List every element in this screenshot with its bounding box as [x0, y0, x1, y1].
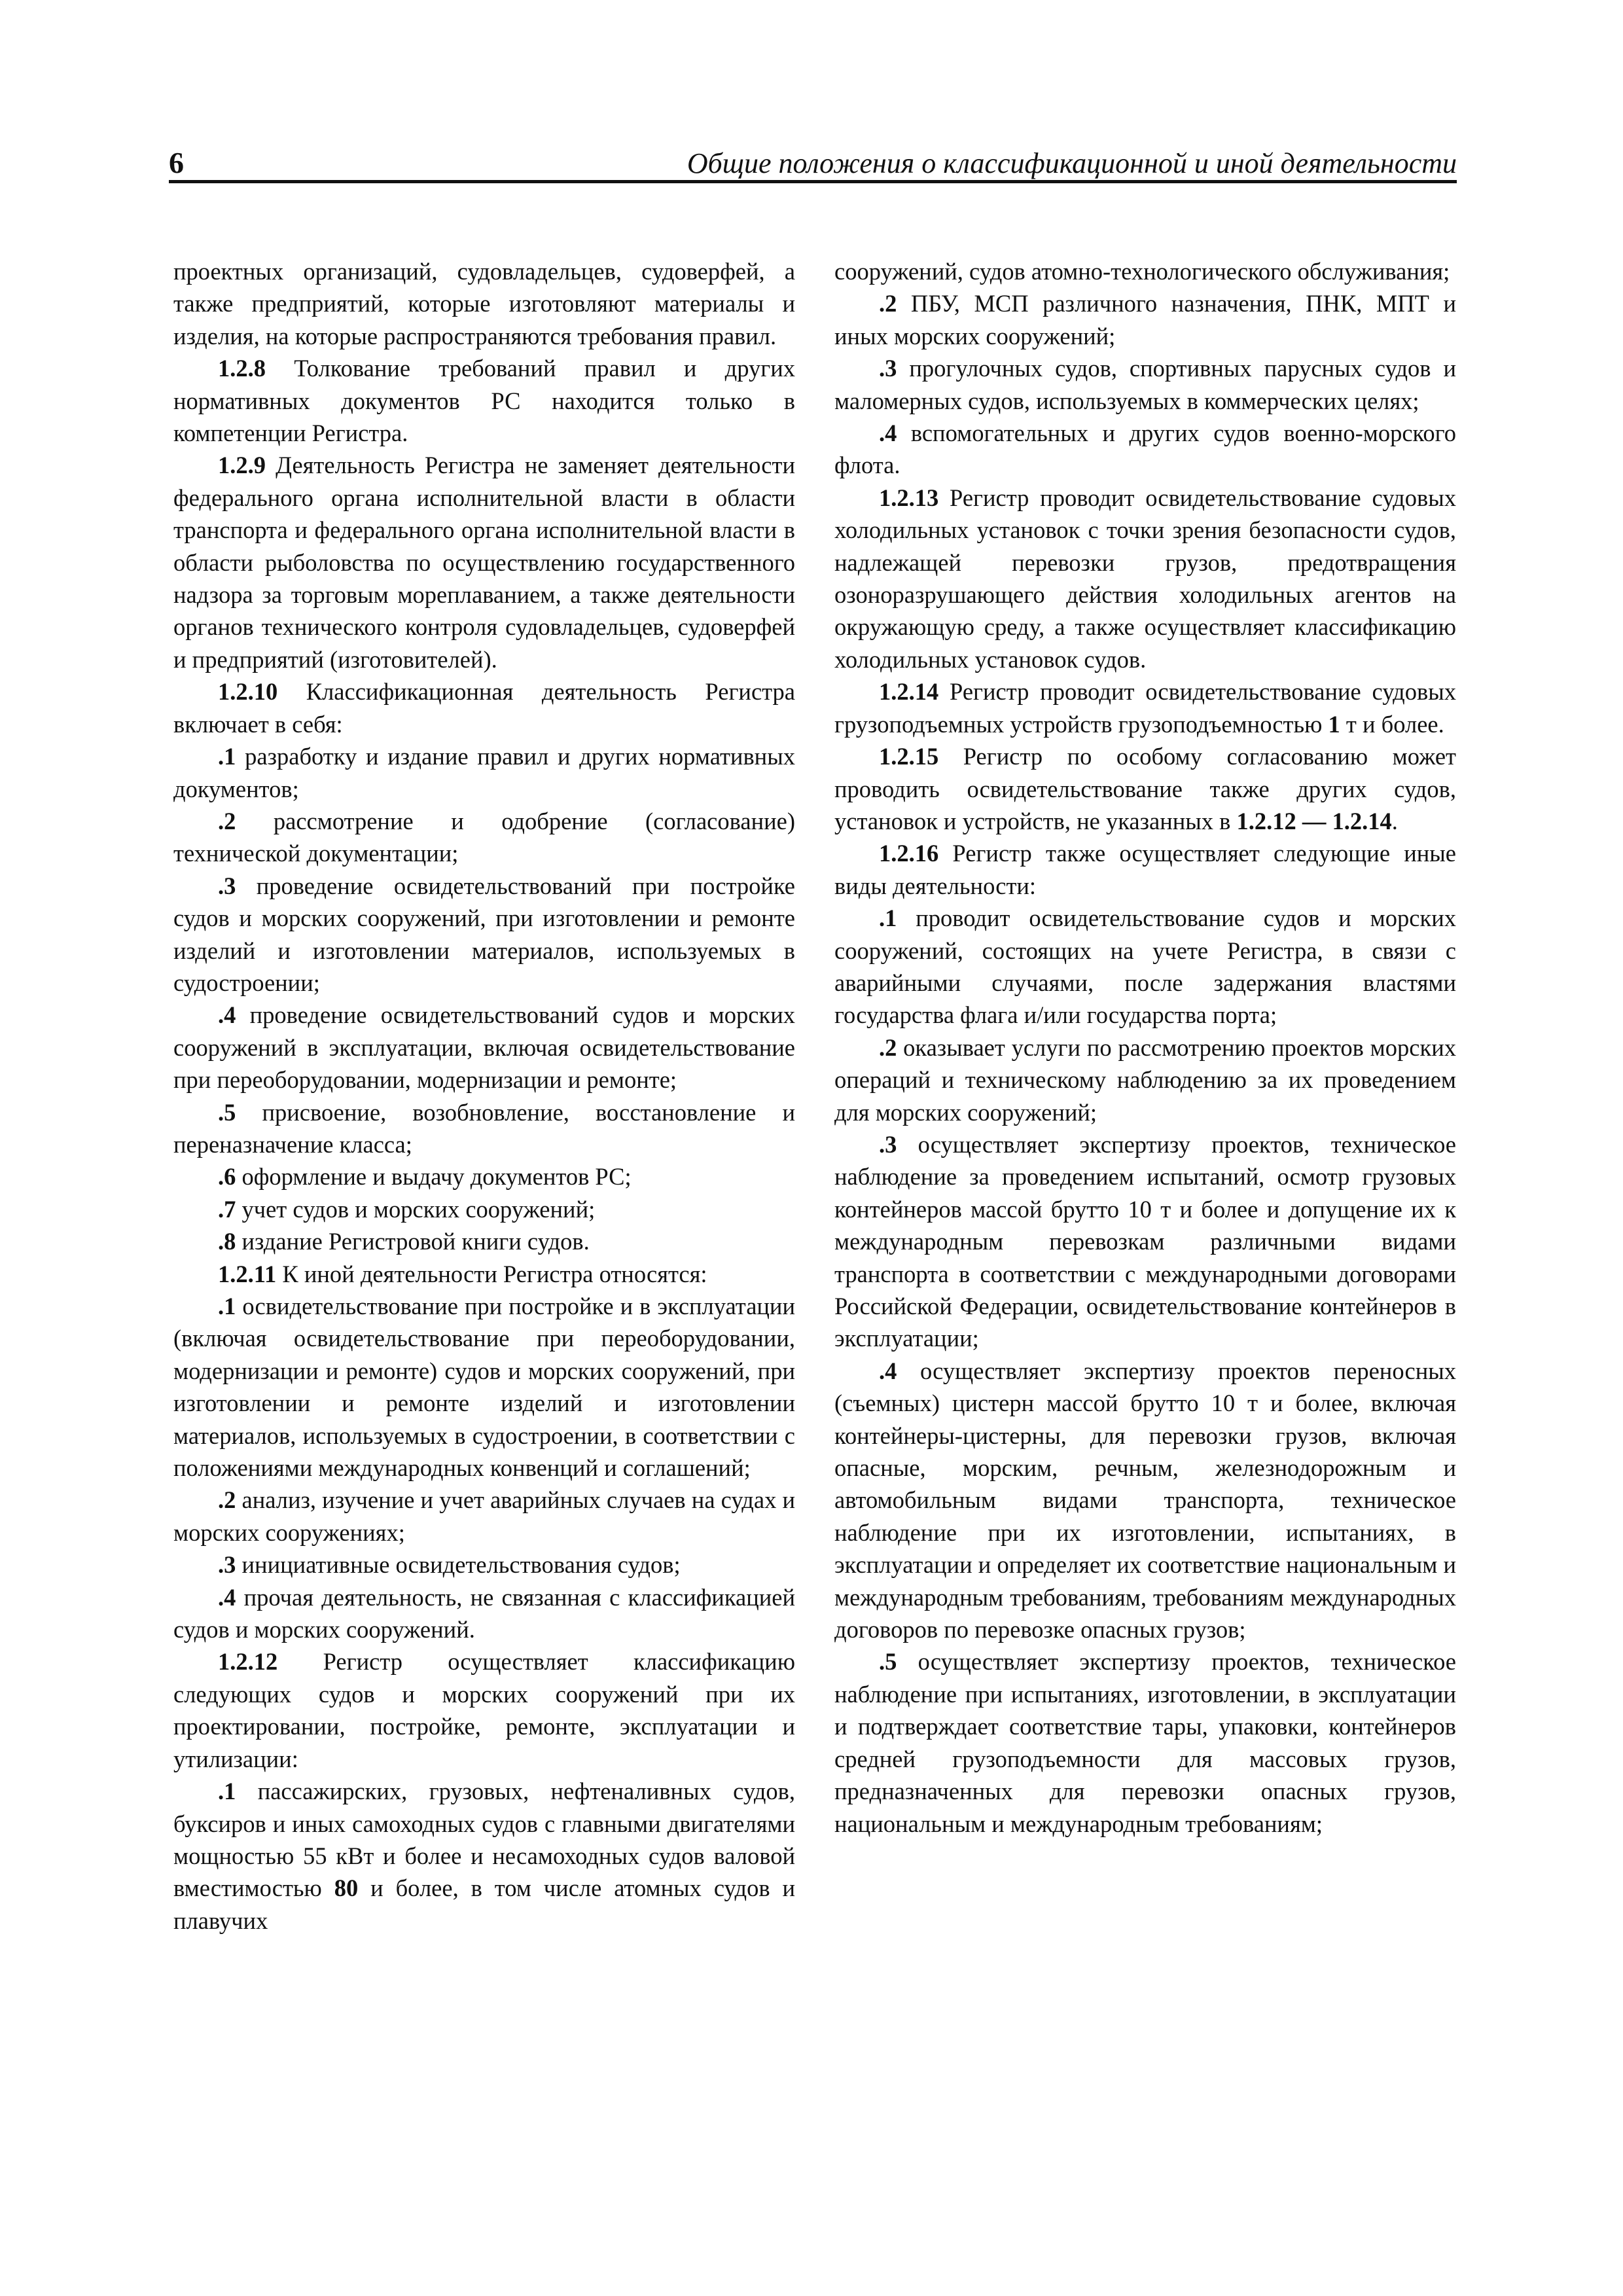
paragraph-text-after: и более, в том числе атомных судов и плавучих: [173, 1874, 796, 1934]
paragraph-number: 1.2.12: [218, 1648, 278, 1676]
paragraph-number: 1.2.14: [879, 678, 939, 706]
right-column: [834, 255, 1456, 1840]
paragraph-text: осуществляет экспертизу проектов, техническое наблюдение при испытаниях, изготовлении, в эксплуатации и подтверждает соответствие тары, упаковки, контейнеров средней грузоподъемности для массовых грузов, предназначенных для перевозки опасных грузов, национальным и международным требованиям;: [834, 1648, 1456, 1837]
paragraph-text: К иной деятельности Регистра относятся:: [276, 1260, 707, 1287]
paragraph-number: .1: [218, 743, 236, 770]
paragraph-number: .2: [218, 1486, 236, 1514]
paragraph: [173, 675, 795, 740]
paragraph-number: .2: [879, 290, 897, 317]
paragraph: [173, 1258, 795, 1290]
header-rule: [169, 180, 1457, 183]
paragraph-text: осуществляет экспертизу проектов, техническое наблюдение за проведением испытаний, осмотр грузовых контейнеров массой брутто 10 т и более и допущение их к международным перевозкам различными видами транспорта в соответствии с международными договорами Российской Федерации, освидетельствование контейнеров в эксплуатации;: [834, 1130, 1456, 1352]
paragraph: [173, 255, 795, 352]
paragraph-number: 1.2.10: [218, 678, 278, 706]
paragraph-text: анализ, изучение и учет аварийных случаев на судах и морских сооружениях;: [173, 1486, 795, 1546]
left-column: [173, 255, 795, 1937]
paragraph-number: 1.2.13: [879, 484, 939, 511]
running-title: Общие положения о классификационной и иной деятельности: [687, 147, 1457, 179]
paragraph: [173, 449, 795, 675]
paragraph-text: прогулочных судов, спортивных парусных судов и маломерных судов, используемых в коммерческих целях;: [834, 355, 1456, 414]
paragraph: [173, 1484, 795, 1549]
paragraph-number: .4: [218, 1583, 236, 1611]
paragraph: [834, 417, 1456, 482]
paragraph-number: 1.2.9: [218, 452, 266, 479]
paragraph: [834, 1031, 1456, 1128]
paragraph-number: 1.2.15: [879, 743, 939, 770]
paragraph-text: Регистр осуществляет классификацию следующих судов и морских сооружений при их проектировании, постройке, ремонте, эксплуатации и утилизации:: [173, 1648, 795, 1772]
paragraph-number: .4: [879, 1357, 897, 1384]
paragraph-number: .3: [879, 355, 897, 382]
paragraph: [173, 1225, 795, 1257]
paragraph-number: 1.2.8: [218, 355, 266, 382]
paragraph: [173, 352, 795, 449]
paragraph-number: .1: [218, 1293, 236, 1319]
paragraph-number: .1: [218, 1778, 236, 1805]
paragraph-number: .1: [879, 905, 897, 932]
paragraph-text: Классификационная деятельность Регистра включает в себя:: [173, 678, 795, 738]
paragraph: [173, 1775, 795, 1937]
paragraph: [173, 805, 795, 870]
paragraph-text: инициативные освидетельствования судов;: [236, 1551, 681, 1579]
paragraph: [173, 999, 795, 1096]
paragraph-number: .8: [218, 1228, 236, 1255]
paragraph-text: вспомогательных и других судов военно-морского флота.: [834, 420, 1456, 479]
paragraph-number: .2: [218, 807, 236, 834]
paragraph: [834, 675, 1456, 740]
paragraph-number: .3: [879, 1130, 897, 1158]
bold-reference: 80: [334, 1874, 359, 1902]
paragraph: [834, 352, 1456, 417]
paragraph-number: .3: [218, 1551, 236, 1579]
paragraph-text: рассмотрение и одобрение (согласование) технической документации;: [173, 807, 795, 867]
bold-reference: 1: [1328, 710, 1340, 738]
paragraph: [173, 1193, 795, 1225]
running-header: [169, 143, 1457, 183]
paragraph-number: .3: [218, 872, 236, 899]
paragraph-text: разработку и издание правил и других нормативных документов;: [173, 743, 795, 802]
paragraph-number: .4: [218, 1001, 236, 1029]
paragraph-text: осуществляет экспертизу проектов переносных (съемных) цистерн массой брутто 10 т и более, включая контейнеры-цистерны, для перевозки грузов, включая опасные, морским, речным, железнодорожным и автомобильным видами транспорта, техническое наблюдение при их изготовлении, испытаниях, в эксплуатации и определяет их соответствие национальным и международным требованиям, требованиям международных договоров по перевозке опасных грузов;: [834, 1357, 1456, 1643]
paragraph-text: пассажирских, грузовых, нефтеналивных судов, буксиров и иных самоходных судов с главными двигателями мощностью 55 кВт и более и несамоходных судов валовой вместимостью: [173, 1778, 795, 1902]
paragraph-text: учет судов и морских сооружений;: [236, 1195, 596, 1223]
paragraph: [173, 1581, 795, 1646]
paragraph-text: проводит освидетельствование судов и морских сооружений, состоящих на учете Регистра, в связи с аварийными случаями, после задержания властями государства флага и/или государства порта;: [834, 905, 1456, 1029]
paragraph: [173, 1290, 795, 1484]
paragraph-text-after: т и более.: [1340, 710, 1444, 738]
paragraph-text: Регистр проводит освидетельствование судовых грузоподъемных устройств грузоподъемностью: [834, 678, 1456, 738]
paragraph: [173, 1549, 795, 1581]
paragraph-text: освидетельствование при постройке и в эксплуатации (включая освидетельствование при переоборудовании, модернизации и ремонте) судов и морских сооружений, при изготовлении и ремонте изделий и изготовлении материалов, используемых в судостроении, в соответствии с положениями международных конвенций и соглашений;: [173, 1293, 795, 1482]
paragraph-number: 1.2.16: [879, 840, 939, 867]
paragraph: [834, 902, 1456, 1031]
paragraph-text: издание Регистровой книги судов.: [236, 1228, 590, 1255]
paragraph-text: Деятельность Регистра не заменяет деятельности федерального органа исполнительной власти в области транспорта и федерального органа исполнительной власти в области рыболовства по осуществлению государственного надзора за торговым мореплаванием, а также деятельности органов технического контроля судовладельцев, судоверфей и предприятий (изготовителей).: [173, 452, 795, 673]
paragraph-text: Регистр по особому согласованию может проводить освидетельствование также других судов, установок и устройств, не указанных в: [834, 743, 1456, 834]
paragraph-text: сооружений, судов атомно-технологического обслуживания;: [834, 258, 1450, 285]
page-number: 6: [169, 146, 184, 179]
paragraph: [834, 740, 1456, 837]
paragraph-number: .7: [218, 1195, 236, 1223]
paragraph-text: оказывает услуги по рассмотрению проектов морских операций и техническому наблюдению за их проведением для морских сооружений;: [834, 1033, 1456, 1126]
paragraph-text-after: .: [1391, 807, 1398, 834]
paragraph: [173, 1645, 795, 1775]
paragraph-text: проектных организаций, судовладельцев, судоверфей, а также предприятий, которые изготовляют материалы и изделия, на которые распространяются требования правил.: [173, 258, 795, 350]
paragraph-number: .4: [879, 420, 897, 447]
paragraph: [173, 1096, 795, 1161]
paragraph-text: Регистр проводит освидетельствование судовых холодильных установок с точки зрения безопасности судов, надлежащей перевозки грузов, предотвращения озоноразрушающего действия холодильных агентов на окружающую среду, а также осуществляет классификацию холодильных установок судов.: [834, 484, 1456, 673]
paragraph-text: проведение освидетельствований судов и морских сооружений в эксплуатации, включая освидетельствование при переоборудовании, модернизации и ремонте;: [173, 1001, 795, 1094]
paragraph: [834, 1355, 1456, 1646]
paragraph-text: присвоение, возобновление, восстановление и переназначение класса;: [173, 1098, 795, 1158]
paragraph-number: .2: [879, 1033, 897, 1061]
paragraph: [173, 740, 795, 805]
paragraph-text: Регистр также осуществляет следующие иные виды деятельности:: [834, 840, 1456, 899]
paragraph: [834, 1128, 1456, 1355]
paragraph-text: оформление и выдачу документов РС;: [236, 1163, 632, 1191]
paragraph-text: Толкование требований правил и других нормативных документов РС находится только в компетенции Регистра.: [173, 355, 795, 447]
paragraph: [834, 1645, 1456, 1839]
paragraph: [173, 1160, 795, 1193]
paragraph-text: ПБУ, МСП различного назначения, ПНК, МПТ и иных морских сооружений;: [834, 290, 1456, 350]
paragraph-text: проведение освидетельствований при постройке судов и морских сооружений, при изготовлении и ремонте изделий и изготовлении материалов, используемых в судостроении;: [173, 872, 795, 996]
paragraph: [834, 287, 1456, 352]
paragraph: [834, 837, 1456, 902]
bold-reference: 1.2.12 — 1.2.14: [1236, 807, 1392, 834]
paragraph: [834, 482, 1456, 675]
paragraph-number: .6: [218, 1163, 236, 1191]
paragraph-number: .5: [879, 1648, 897, 1676]
paragraph: [834, 255, 1456, 287]
paragraph-text: прочая деятельность, не связанная с классификацией судов и морских сооружений.: [173, 1583, 795, 1643]
paragraph: [173, 870, 795, 999]
paragraph-number: .5: [218, 1098, 236, 1126]
paragraph-number: 1.2.11: [218, 1260, 277, 1287]
